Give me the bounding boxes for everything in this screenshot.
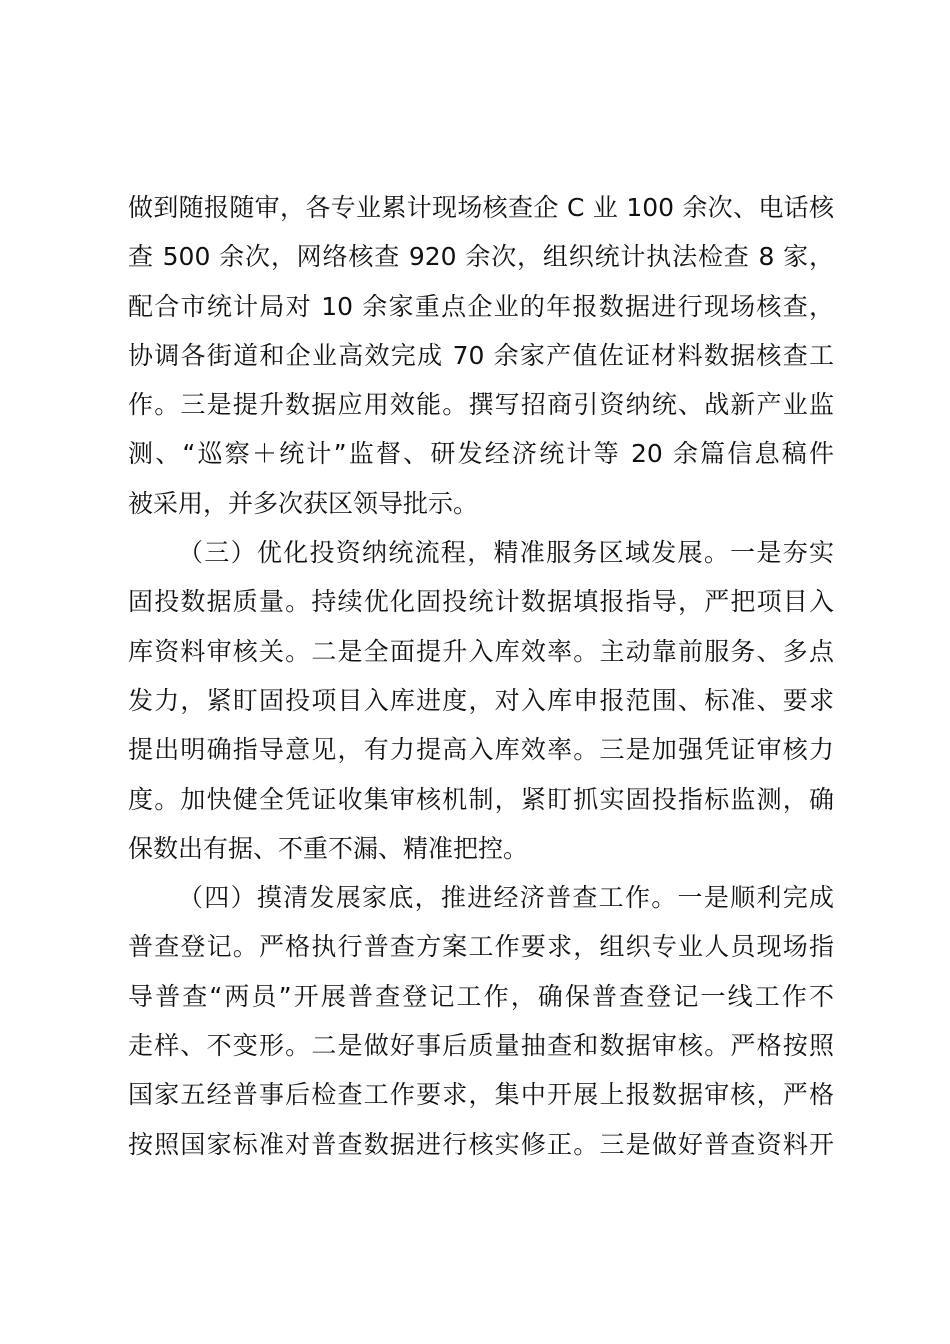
text-line: 导普查“两员”开展普查登记工作，确保普查登记一线工作不 [128,981,834,1011]
text-line: 普查登记。严格执行普查方案工作要求，组织专业人员现场指 [128,932,834,962]
text-line: 走样、不变形。二是做好事后质量抽查和数据审核。严格按照 [128,1031,834,1061]
text-line: 查 500 余次，网络核查 920 余次，组织统计执法检查 8 家， [128,242,834,272]
text-line: 发力，紧盯固投项目入库进度，对入库申报范围、标准、要求 [128,685,834,715]
text-line: 协调各街道和企业高效完成 70 余家产值佐证材料数据核查工 [128,340,834,370]
text-line: 度。加快健全凭证收集审核机制，紧盯抓实固投指标监测，确 [128,784,834,814]
text-line: 配合市统计局对 10 余家重点企业的年报数据进行现场核查， [128,291,834,321]
text-line: 按照国家标准对普查数据进行核实修正。三是做好普查资料开 [128,1129,834,1159]
text-line: 测、“巡察＋统计”监督、研发经济统计等 20 余篇信息稿件 [128,439,834,469]
paragraph-heading-line: （三）优化投资纳统流程，精准服务区域发展。一是夯实 [178,538,834,568]
text-line: 国家五经普事后检查工作要求，集中开展上报数据审核，严格 [128,1080,834,1110]
text-line: 库资料审核关。二是全面提升入库效率。主动靠前服务、多点 [128,636,834,666]
text-line: 保数出有据、不重不漏、精准把控。 [128,833,529,863]
document-body [128,183,834,1169]
text-line: 作。三是提升数据应用效能。撰写招商引资纳统、战新产业监 [128,390,834,420]
text-line: 固投数据质量。持续优化固投统计数据填报指导，严把项目入 [128,587,834,617]
text-line: 提出明确指导意见，有力提高入库效率。三是加强凭证审核力 [128,735,834,765]
paragraph-heading-line: （四）摸清发展家底，推进经济普查工作。一是顺利完成 [178,883,834,913]
text-line: 做到随报随审，各专业累计现场核查企 C 业 100 余次、电话核 [128,193,834,222]
text-line: 被采用，并多次获区领导批示。 [128,488,479,518]
